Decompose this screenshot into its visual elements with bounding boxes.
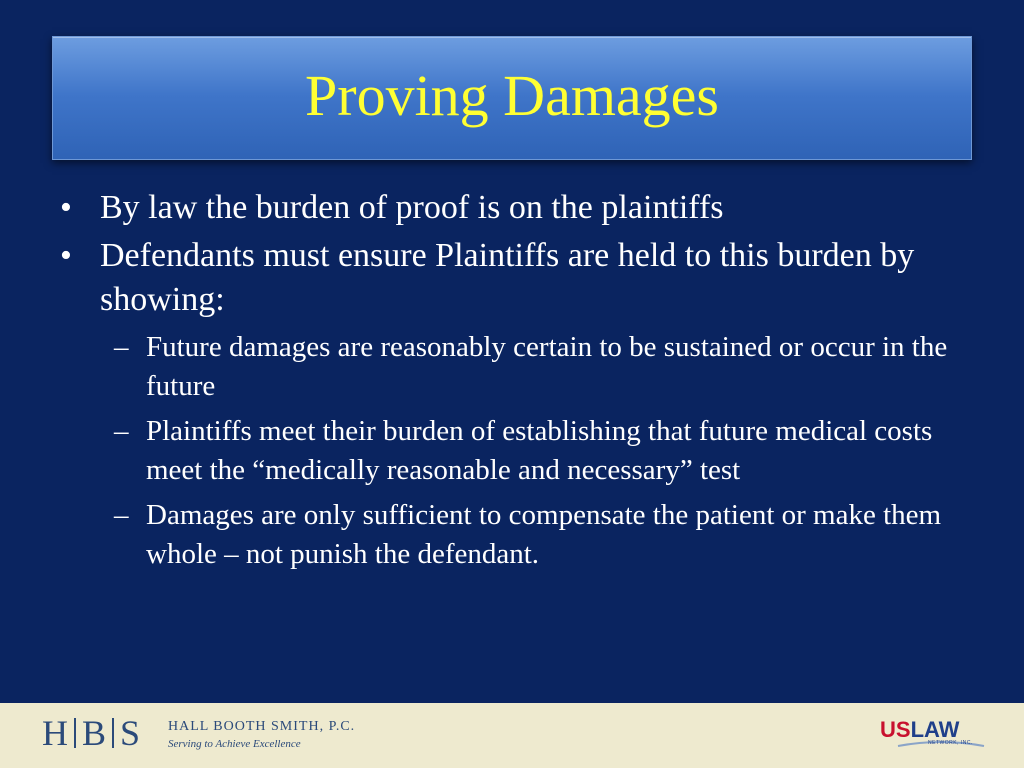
sub-bullet-text: Future damages are reasonably certain to be sustained or occur in the future: [146, 331, 948, 402]
logo-divider: [74, 718, 76, 748]
sub-bullet-text: Plaintiffs meet their burden of establishing that future medical costs meet the “medically reasonable and necessary” test: [146, 415, 933, 486]
sub-bullet-marker: –: [114, 499, 129, 531]
uslaw-logo-law: LAW: [910, 717, 960, 742]
sub-bullet-item: [58, 412, 958, 490]
sub-bullet-marker: –: [114, 415, 129, 447]
hbs-logo: [42, 713, 140, 753]
firm-tagline: Serving to Achieve Excellence: [168, 738, 301, 750]
firm-name: HALL BOOTH SMITH, P.C.: [168, 719, 356, 734]
logo-letter-s: S: [120, 713, 141, 753]
sub-bullet-item: [58, 328, 958, 406]
bullet-text: By law the burden of proof is on the plaintiffs: [100, 189, 724, 226]
logo-letter-b: B: [82, 713, 107, 753]
uslaw-logo-sub: NETWORK, INC.: [928, 740, 973, 746]
bullet-item: [58, 234, 958, 322]
bullet-text: Defendants must ensure Plaintiffs are held to this burden by showing:: [100, 237, 915, 318]
bullet-marker: •: [60, 189, 72, 226]
sub-bullet-marker: –: [114, 331, 129, 363]
logo-letter-h: H: [42, 713, 68, 753]
logo-divider: [112, 718, 114, 748]
sub-bullet-text: Damages are only sufficient to compensate the patient or make them whole – not punish the defendant.: [146, 499, 942, 570]
uslaw-logo-us: US: [880, 717, 911, 742]
bullet-item: [58, 186, 958, 230]
slide-body: [58, 186, 958, 574]
bullet-marker: •: [60, 237, 72, 274]
sub-bullet-item: [58, 496, 958, 574]
title-banner: [52, 36, 972, 160]
slide-title: Proving Damages: [305, 63, 719, 128]
footer-bar: [0, 703, 1024, 768]
